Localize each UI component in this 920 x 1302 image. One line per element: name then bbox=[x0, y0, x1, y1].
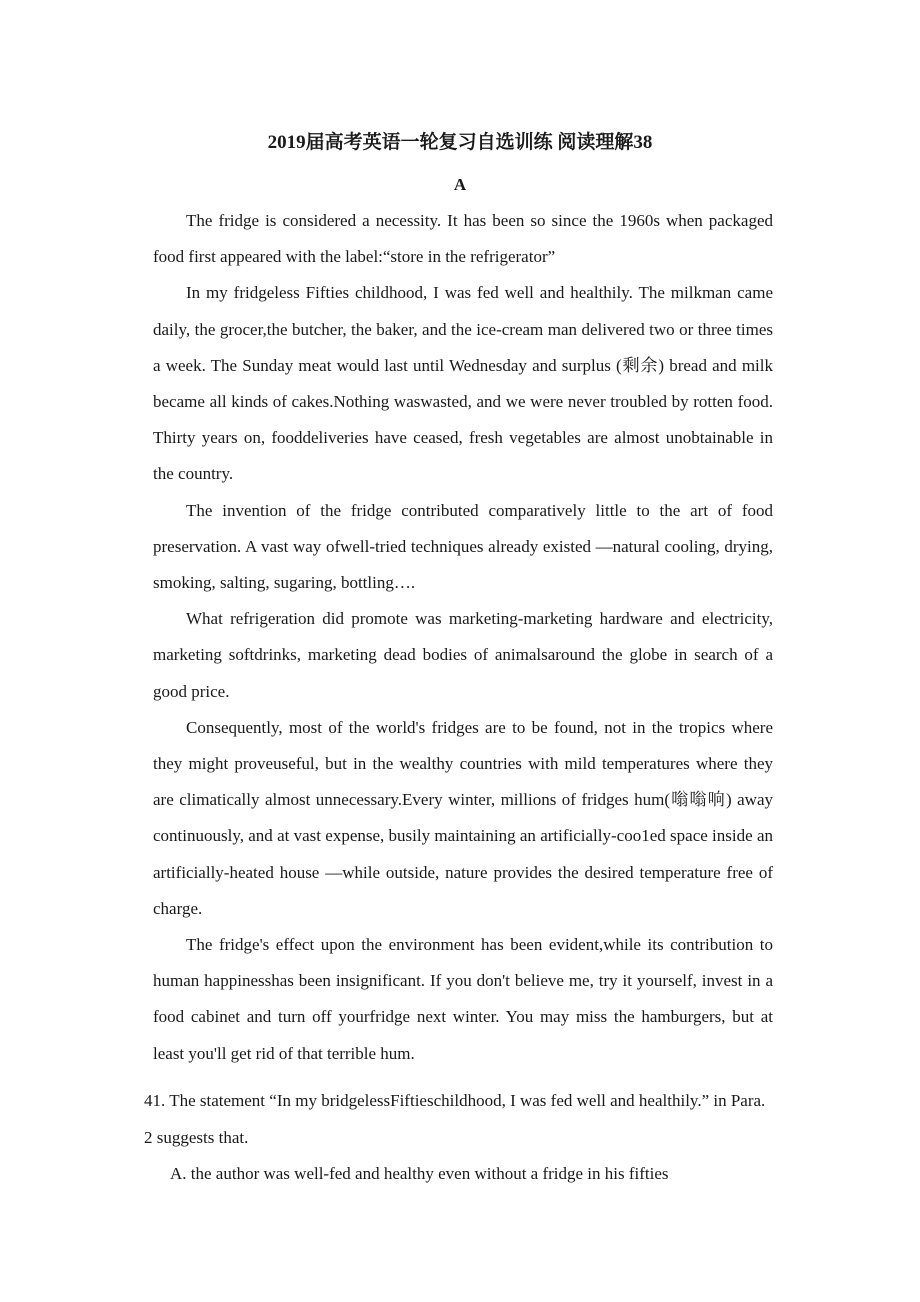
section-label: A bbox=[453, 175, 467, 194]
question-41-option-a: A. the author was well-fed and healthy even without a fridge in his fifties bbox=[170, 1164, 669, 1183]
question-41: 41. The statement “In my bridgelessFiftieschildhood, I was fed well and healthily.” in Para. 2 suggests that. bbox=[144, 1091, 766, 1147]
reading-passage bbox=[153, 203, 773, 1072]
passage-paragraph-5: Consequently, most of the world's fridges are to be found, not in the tropics where they might proveuseful, but in the wealthy countries with mild temperatures where they are climatically almost unnecessary.Every winter, millions of fridges hum(嗡嗡响) away continuously, and at vast expense, busily maintaining an artificially-coo1ed space inside an artificially-heated house —while outside, nature provides the desired temperature free of charge. bbox=[153, 717, 773, 918]
passage-paragraph-1: The fridge is considered a necessity. It has been so since the 1960s when packaged food first appeared with the label:“store in the refrigerator” bbox=[153, 211, 773, 267]
passage-paragraph-6: The fridge's effect upon the environment has been evident,while its contribution to human happinesshas been insignificant. If you don't believe me, try it yourself, invest in a food cabinet and turn off yourfridge next winter. You may miss the hamburgers, but at least you'll get rid of that terrible hum. bbox=[153, 935, 773, 1063]
page-title: 2019届高考英语一轮复习自选训练 阅读理解38 bbox=[267, 132, 653, 153]
passage-paragraph-4: What refrigeration did promote was marketing-marketing hardware and electricity, marketing softdrinks, marketing dead bodies of animalsaround the globe in search of a good price. bbox=[153, 609, 773, 701]
passage-paragraph-3: The invention of the fridge contributed comparatively little to the art of food preservation. A vast way ofwell-tried techniques already existed —natural cooling, drying, smoking, salting, sugaring, bottling…. bbox=[153, 500, 773, 593]
passage-paragraph-2: In my fridgeless Fifties childhood, I was fed well and healthily. The milkman came daily, the grocer,the butcher, the baker, and the ice-cream man delivered two or three times a week. The Sunday meat would last until Wednesday and surplus (剩余) bread and milk became all kinds of cakes.Nothing waswasted, and we were never troubled by rotten food. Thirty years on, fooddeliveries have ceased, fresh vegetables are almost unobtainable in the country. bbox=[153, 283, 773, 484]
